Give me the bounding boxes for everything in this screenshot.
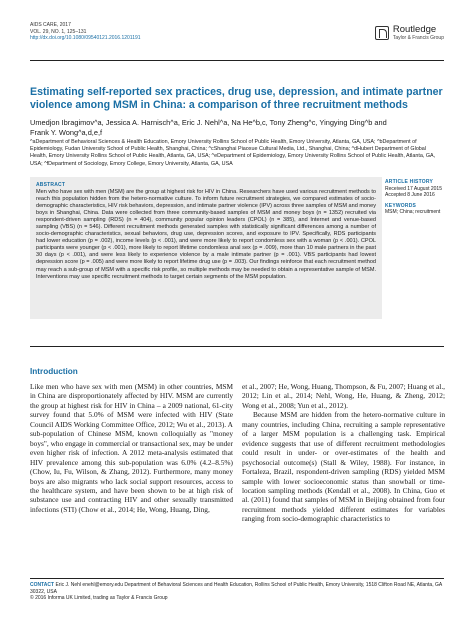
article-title: Estimating self-reported sex practices, drug use, depression, and intimate partner violence among MSM in China: a comparison of three recruitment methods [30,86,443,111]
keywords-block [385,203,447,216]
contact-details: Eric J. Nehl enehl@emory.edu Department of Behavioral Sciences and Health Education, Rollins School of Public Health, Emory University, 1518 Clifton Road NE, Atlanta, GA 30322, USA [30,582,442,595]
keywords-list: MSM; China; recruitment [385,209,441,216]
affiliations: ^aDepartment of Behavioral Sciences & Health Education, Emory University Rollins School of Public Health, Emory University, Atlanta, GA, USA; ^bDepartment of Epidemiology, Fudan University School of Public Health, Shanghai, China; ^cShanghai Piaoxue Cultural Media, Ltd., Shanghai, China; ^dHubert Department of Global Health, Emory University Rollins School of Public Health, Atlanta, GA, USA; ^eDepartment of Epidemiology, Emory University Rollins School of Public Health, Atlanta, GA, USA; ^fDepartment of Sociology, Emory College, Emory University, Atlanta, GA, USA [30,139,436,167]
intro-paragraph-1: Like men who have sex with men (MSM) in other countries, MSM in China are disproportionately affected by HIV. MSM are currently the group at highest risk for HIV in China – a 2009 national, 61-city survey found that 5.0% of MSM were infected with HIV (State Council AIDS Working Committee Office, 2012; Wu et al., 2013). A sub-population of Chinese MSM, known colloquially as "money boys", who engage in commercial or transactional sex, may be under even higher risk of infection. A 2012 meta-analysis estimated that HIV prevalence among this sub-population was 6.0% (4.2–8.5%) (Chow, Iu, Fu, Wilson, & Zhang, 2012). Furthermore, many money boys are also migrants who lack social support resources, access to the healthcare system, and have been shown to be at high risk of substance use and contracting HIV and other sexually transmitted infections (STI) (Chow et al., 2014; He, Wong, Huang, Ding, [30,382,233,514]
authors-line-1: Umedjon Ibragimov^a, Jessica A. Harnisch^a, Eric J. Nehl^a, Na He^b,c, Tony Zheng^c, Yingying Ding^b and [30,118,387,127]
journal-header [30,22,444,54]
received-date: Received 17 August 2015 [385,185,442,192]
intro-paragraph-2: Because MSM are hidden from the hetero-normative culture in many countries, including China, recruiting a sample representative of a larger MSM population is a challenging task. Empirical evidence suggests that use of different recruitment methodologies could result in under- or over-estimates of the health and psychosocial outcome(s) (Stall & Wiley, 1988). For instance, in Fortaleza, Brazil, respondent-driven sampling (RDS) yielded MSM sample with lower socioeconomic status than snowball or time-location sampling methods (Kendall et al., 2008). In China, Guo et al. (2011) found that samples of MSM in Beijing obtained from four recruitment methods yielded different estimates for variables ranging from socio-demographic characteristics to [242,410,445,524]
page-footer [30,582,444,602]
doi-link[interactable]: http://dx.doi.org/10.1080/09540121.2016.1201191 [30,35,141,42]
header-divider [30,60,444,61]
body-column-left [30,382,233,514]
history-heading: ARTICLE HISTORY [385,179,434,185]
publisher-logo [375,25,444,41]
contact-line [30,582,444,595]
article-history [385,179,447,199]
authors-line-2: Frank Y. Wong^a,d,e,f [30,127,103,137]
contact-label: CONTACT [30,582,55,588]
article-sidebar [385,179,447,220]
author-list [30,118,444,137]
footer-divider [30,578,444,579]
abstract-box [30,177,382,319]
journal-name: AIDS CARE, 2017 [30,22,71,28]
publisher-name: Routledge [392,24,437,35]
publisher-subtitle: Taylor & Francis Group [392,35,444,41]
intro-paragraph-1-cont: et al., 2007; He, Wong, Huang, Thompson, & Fu, 2007; Huang et al., 2012; Lin et al., 2014; Nehl, Wong, He, Huang, & Zheng, 2012; Wong et al., 2008; Yun et al., 2012). [242,382,445,410]
accepted-date: Accepted 8 June 2016 [385,192,435,199]
abstract-divider [30,346,444,347]
abstract-heading: ABSTRACT [36,182,66,188]
body-column-right [242,382,445,524]
journal-volume: VOL. 29, NO. 1, 125–131 [30,28,87,35]
abstract-text: Men who have sex with men (MSM) are the group at highest risk for HIV in China. Researchers have used various recruitment methods to reach this population hidden from the hetero-normative culture. To inform future recruitment strategies, we compared estimates of socio-demographic characteristics, HIV risk behaviors, depression, and intimate partner violence (IPV) across three samples of MSM and money boys in Shanghai, China. Data were collected from three community-based samples of MSM and money boys (n = 1352) recruited via respondent-driven sampling (RDS) (n = 404), community popular opinion leaders (CPOL) (n = 385), and Internet and venue-based sampling (VBS) (n = 546). Different recruitment methods generated samples with statistically significant differences among a number of socio-demographic characteristics, sexual behaviors, drug use, depression scores, and exposure to IPV. Specifically, RDS participants had lower education (p = .002), income levels (p < .001), and were more likely to report condomless sex with a woman (p < .001). CPOL participants were younger (p < .001), more likely to report lifetime condomless anal sex (p = .009), more than 10 male partners in the past 30 days (p < .001), and were less likely to experience violence by a male intimate partner (p = .001). VBS participants had lowest depression score (p = .005) and were more likely to report lifetime drug use (p = .003). Our findings reinforce that each recruitment method may reach a sub-group of MSM with a specific risk profile, so multiple methods may be needed to obtain a representative sample of MSM. Interventions may use specific recruitment methods to target certain segments of the MSM population. [36,189,376,280]
section-heading-introduction: Introduction [30,367,78,376]
routledge-logo-icon [375,26,389,40]
copyright-line: © 2016 Informa UK Limited, trading as Taylor & Francis Group [30,595,168,601]
keywords-heading: KEYWORDS [385,202,417,209]
